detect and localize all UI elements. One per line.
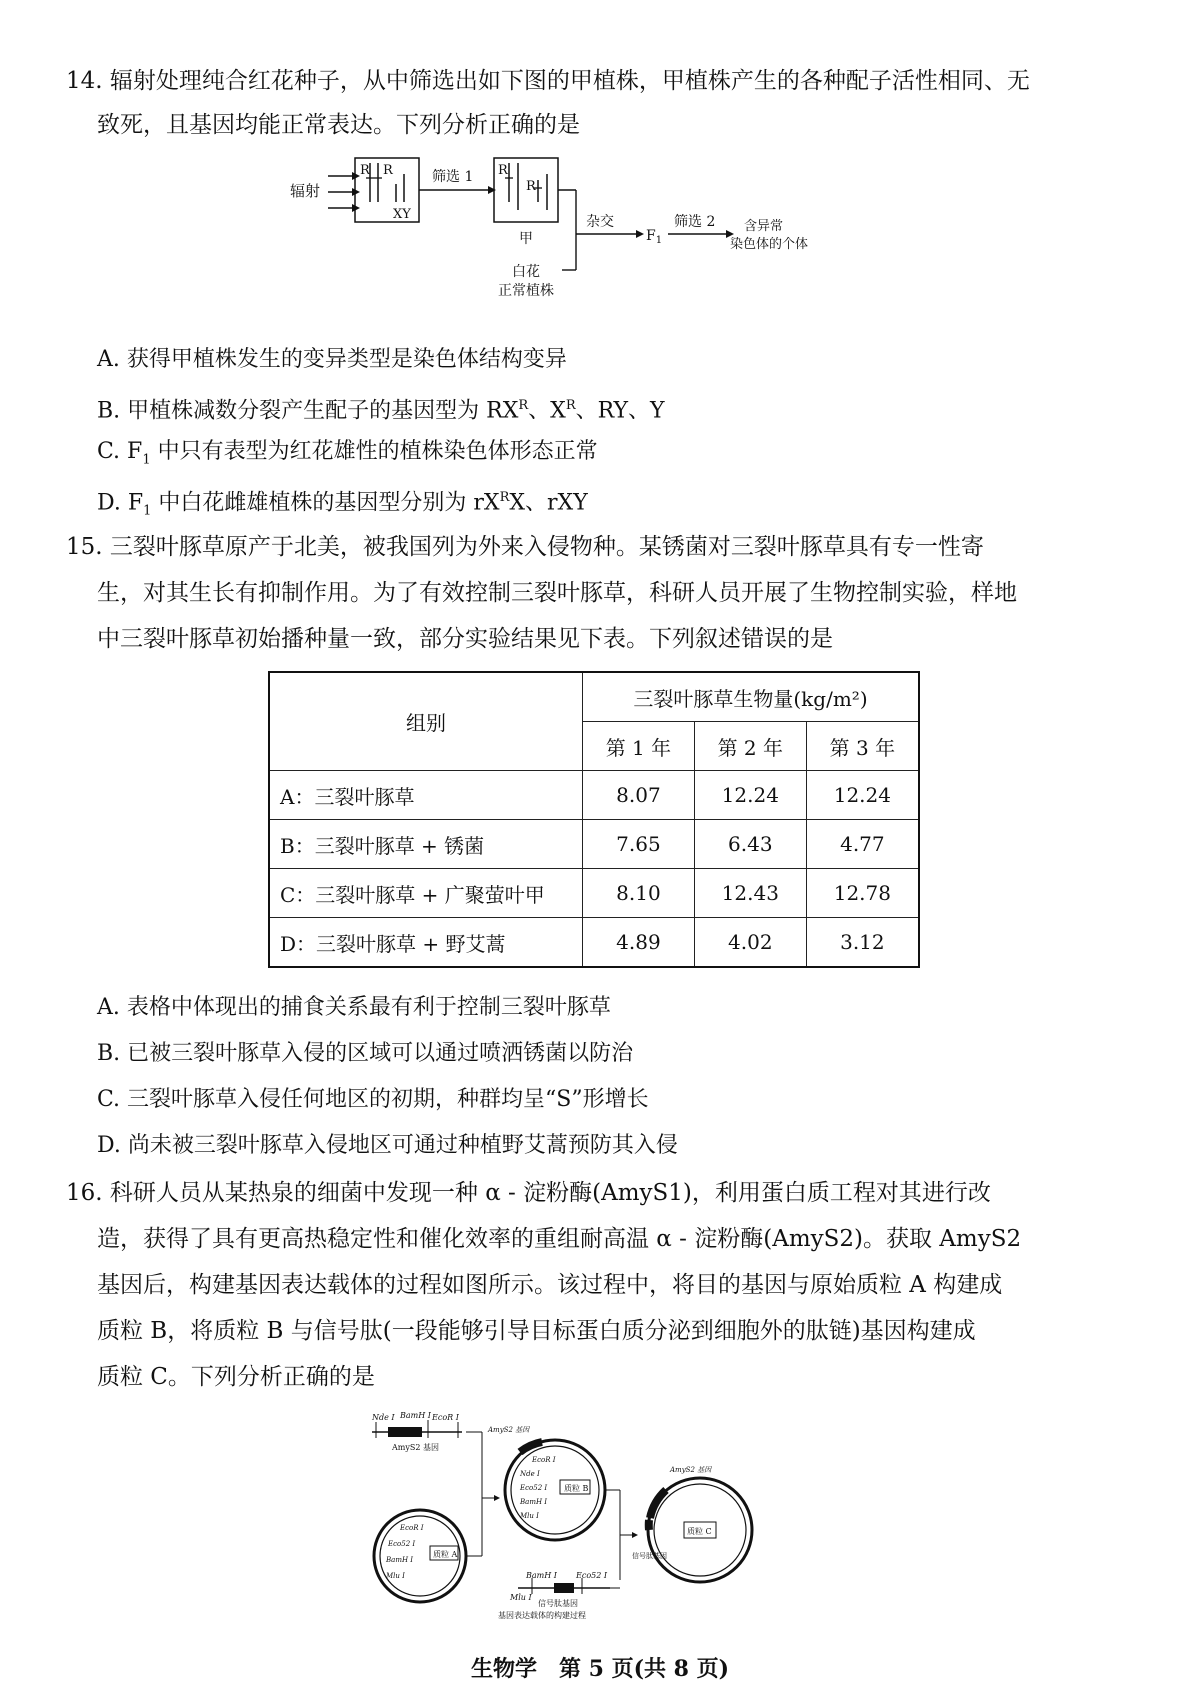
- white-flower-line1: 白花: [512, 264, 540, 280]
- value-cell: 8.07: [583, 771, 695, 820]
- screen2-label: 筛选 2: [674, 214, 716, 230]
- box2-gene-r1: R: [498, 163, 508, 178]
- plasmid-b-ecor: EcoR Ⅰ: [532, 1456, 556, 1464]
- q16-stem-line5: 质粒 C。下列分析正确的是: [97, 1364, 375, 1390]
- result-line2: 染色体的个体: [730, 237, 809, 252]
- q15-option-d: D. 尚未被三裂叶豚草入侵地区可通过种植野艾蒿预防其入侵: [97, 1133, 678, 1158]
- plasmid-b-mlu: Mlu Ⅰ: [520, 1512, 539, 1520]
- ecor-site: EcoR Ⅰ: [432, 1413, 459, 1422]
- plasmid-a-label: 质粒 A: [433, 1550, 458, 1559]
- result-line1: 含异常: [744, 219, 784, 234]
- signal-fragment-label: 信号肽基因: [538, 1599, 578, 1608]
- signal-eco52: Eco52 Ⅰ: [576, 1571, 608, 1580]
- signal-fragment: [554, 1583, 574, 1593]
- q14-stem-line2: 致死，且基因均能正常表达。下列分析正确的是: [97, 112, 580, 138]
- plasmid-a-ecor: EcoR Ⅰ: [400, 1524, 424, 1532]
- plasmid-b-nde: Nde Ⅰ: [520, 1470, 540, 1478]
- plasmid-c-gene-insert: [650, 1490, 666, 1518]
- value-cell: 3.12: [806, 918, 919, 968]
- q15-stem-line3: 中三裂叶豚草初始播种量一致，部分实验结果见下表。下列叙述错误的是: [97, 626, 833, 652]
- value-cell: 12.43: [694, 869, 806, 918]
- q15-option-a: A. 表格中体现出的捕食关系最有利于控制三裂叶豚草: [97, 995, 611, 1020]
- box1-gene-r2: R: [383, 163, 393, 178]
- plasmid-b-gene-label: AmyS2 基因: [488, 1426, 530, 1434]
- value-cell: 12.24: [806, 771, 919, 820]
- cross-label: 杂交: [586, 214, 614, 230]
- group-header: 组别: [269, 672, 583, 771]
- q15-option-b: B. 已被三裂叶豚草入侵的区域可以通过喷洒锈菌以防治: [97, 1041, 634, 1066]
- table-row: [269, 869, 919, 918]
- value-cell: 12.24: [694, 771, 806, 820]
- year-header: 第 2 年: [694, 722, 806, 771]
- plasmid-a-eco52: Eco52 Ⅰ: [388, 1540, 416, 1548]
- plasmid-b-eco52: Eco52 Ⅰ: [520, 1484, 548, 1492]
- gene-fragment: [388, 1427, 422, 1437]
- bamh-site: BamH Ⅰ: [400, 1411, 431, 1420]
- plasmid-a-mlu: Mlu Ⅰ: [386, 1572, 405, 1580]
- signal-bamh: BamH Ⅰ: [526, 1571, 557, 1580]
- plant-jia-label: 甲: [519, 231, 533, 247]
- biomass-header: 三裂叶豚草生物量(kg/m²): [583, 672, 920, 722]
- q14-stem-line1: 14. 辐射处理纯合红花种子，从中筛选出如下图的甲植株，甲植株产生的各种配子活性相同、无: [66, 68, 1030, 94]
- q15-stem-line2: 生，对其生长有抑制作用。为了有效控制三裂叶豚草，科研人员开展了生物控制实验，样地: [97, 580, 1017, 606]
- page-footer: 生物学 第 5 页(共 8 页): [470, 1656, 730, 1682]
- table-row: [269, 771, 919, 820]
- group-cell: C：三裂叶豚草 + 广聚萤叶甲: [269, 869, 583, 918]
- value-cell: 7.65: [583, 820, 695, 869]
- value-cell: 4.89: [583, 918, 695, 968]
- white-flower-line2: 正常植株: [498, 283, 554, 299]
- value-cell: 4.77: [806, 820, 919, 869]
- box1-sex-chromosomes: XY: [393, 207, 411, 222]
- f1-label: $F_1$: [646, 228, 663, 246]
- q16-stem-line2: 造，获得了具有更高热稳定性和催化效率的重组耐高温 α - 淀粉酶(AmyS2)。获取 AmyS2: [97, 1226, 1022, 1252]
- q14-option-c: C. $F_1$ 中只有表型为红花雄性的植株染色体形态正常: [97, 439, 598, 468]
- plasmid-c-gene-label: AmyS2 基因: [670, 1466, 712, 1474]
- year-header: 第 3 年: [806, 722, 919, 771]
- q14-mutation-diagram: [290, 150, 830, 302]
- value-cell: 12.78: [806, 869, 919, 918]
- year-header: 第 1 年: [583, 722, 695, 771]
- group-cell: D：三裂叶豚草 + 野艾蒿: [269, 918, 583, 968]
- table-row: [269, 820, 919, 869]
- table-row: [269, 918, 919, 968]
- q16-stem-line3: 基因后，构建基因表达载体的过程如图所示。该过程中，将目的基因与原始质粒 A 构建成: [97, 1272, 1003, 1298]
- q15-stem-line1: 15. 三裂叶豚草原产于北美，被我国列为外来入侵物种。某锈菌对三裂叶豚草具有专一性寄: [66, 534, 984, 560]
- value-cell: 6.43: [694, 820, 806, 869]
- q14-option-a: A. 获得甲植株发生的变异类型是染色体结构变异: [97, 347, 567, 372]
- signal-mlu: Mlu Ⅰ: [510, 1593, 532, 1602]
- q16-stem-line1: 16. 科研人员从某热泉的细菌中发现一种 α - 淀粉酶(AmyS1)，利用蛋白质工程对其进行改: [66, 1180, 991, 1206]
- value-cell: 8.10: [583, 869, 695, 918]
- gene-fragment-label: AmyS2 基因: [392, 1443, 439, 1452]
- screen1-label: 筛选 1: [432, 169, 474, 185]
- box2-gene-r2: R: [526, 179, 536, 194]
- q14-option-d: D. $F_1$ 中白花雌雄植株的基因型分别为 $rX^RX$、rXY: [97, 490, 588, 519]
- q14-option-b: B. 甲植株减数分裂产生配子的基因型为 $RX^R$、$X^R$、RY、Y: [97, 398, 665, 424]
- radiation-label: 辐射: [290, 182, 321, 200]
- group-cell: B：三裂叶豚草 + 锈菌: [269, 820, 583, 869]
- nde-site: Nde Ⅰ: [372, 1413, 395, 1422]
- plasmid-c-label: 质粒 C: [687, 1527, 712, 1536]
- q16-vector-construction-diagram: [370, 1410, 830, 1625]
- plasmid-c-signal-label: 信号肽基因: [632, 1552, 667, 1560]
- plasmid-a-bamh: BamH Ⅰ: [386, 1556, 414, 1564]
- value-cell: 4.02: [694, 918, 806, 968]
- q15-option-c: C. 三裂叶豚草入侵任何地区的初期，种群均呈“S”形增长: [97, 1087, 649, 1112]
- plasmid-b-label: 质粒 B: [564, 1484, 589, 1493]
- box1-gene-r1: R: [360, 163, 370, 178]
- construction-caption: 基因表达载体的构建过程: [498, 1611, 586, 1620]
- biomass-table: [268, 671, 920, 968]
- plasmid-b-bamh: BamH Ⅰ: [520, 1498, 548, 1506]
- plasmid-b-gene-insert: [520, 1442, 542, 1452]
- group-cell: A：三裂叶豚草: [269, 771, 583, 820]
- q16-stem-line4: 质粒 B，将质粒 B 与信号肽(一段能够引导目标蛋白质分泌到细胞外的肽链)基因构建成: [97, 1318, 976, 1344]
